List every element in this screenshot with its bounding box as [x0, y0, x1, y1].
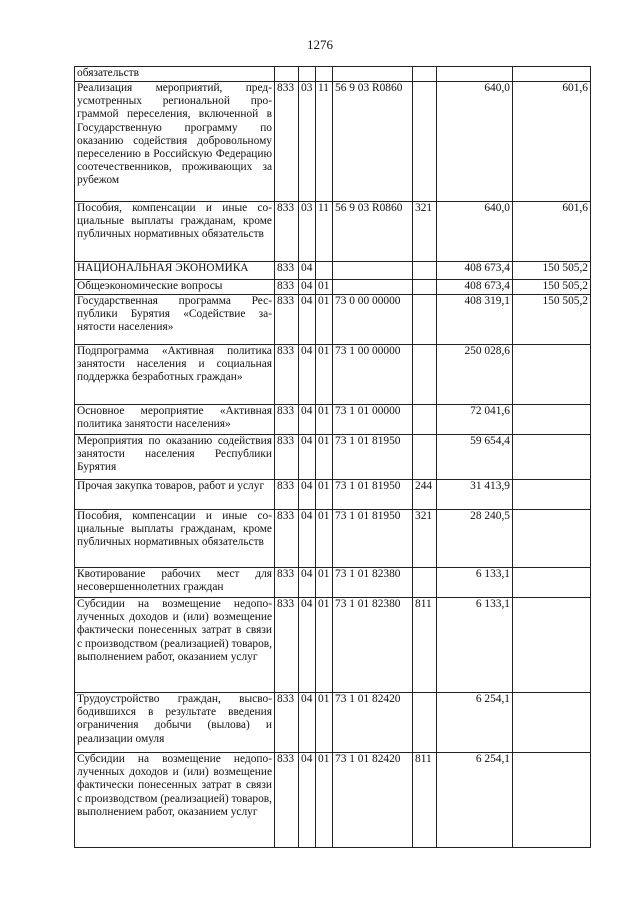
- row-target-code: [333, 67, 413, 82]
- row-section-code: 04: [299, 598, 316, 693]
- row-section-code: 04: [299, 510, 316, 568]
- table-row: [75, 67, 591, 82]
- row-name: НАЦИОНАЛЬНАЯ ЭКОНОМИКА: [75, 262, 275, 280]
- row-expense-type: 321: [413, 510, 437, 568]
- row-expense-type: [413, 82, 437, 202]
- row-name: Субсидии на возмещение недополученных доходов и (или) возмещение фактически понесенных затрат в связи с производством (реализацией) товаров, выполнением работ, оказанием услуг: [75, 753, 275, 848]
- row-subsection-code: 11: [316, 202, 333, 262]
- table-row: [75, 480, 591, 510]
- row-expense-type: [413, 435, 437, 480]
- table-row: [75, 82, 591, 202]
- row-amount-2: [513, 345, 591, 405]
- row-admin-code: 833: [275, 295, 299, 345]
- row-amount-2: 601,6: [513, 202, 591, 262]
- row-section-code: 04: [299, 295, 316, 345]
- row-amount-1: 640,0: [437, 202, 513, 262]
- row-expense-type: [413, 280, 437, 295]
- row-amount-1: 6 133,1: [437, 568, 513, 598]
- row-target-code: 73 1 01 82380: [333, 568, 413, 598]
- table-row: [75, 510, 591, 568]
- row-subsection-code: 01: [316, 693, 333, 753]
- row-amount-2: [513, 753, 591, 848]
- row-amount-1: 408 673,4: [437, 262, 513, 280]
- row-subsection-code: [316, 262, 333, 280]
- row-subsection-code: 01: [316, 405, 333, 435]
- row-name: Мероприятия по оказанию содействия занятости населения Республики Бурятия: [75, 435, 275, 480]
- row-expense-type: [413, 568, 437, 598]
- row-amount-1: 250 028,6: [437, 345, 513, 405]
- row-expense-type: [413, 405, 437, 435]
- row-amount-2: 150 505,2: [513, 295, 591, 345]
- row-target-code: 73 1 01 81950: [333, 435, 413, 480]
- row-amount-2: 150 505,2: [513, 280, 591, 295]
- row-admin-code: 833: [275, 82, 299, 202]
- row-name: Пособия, компенсации и иные социальные выплаты гражданам, кроме публичных нормативных обязательств: [75, 202, 275, 262]
- row-name: Пособия, компенсации и иные социальные выплаты гражданам, кроме публичных нормативных обязательств: [75, 510, 275, 568]
- row-amount-1: 72 041,6: [437, 405, 513, 435]
- row-subsection-code: 01: [316, 480, 333, 510]
- budget-table: [74, 66, 591, 848]
- row-admin-code: 833: [275, 280, 299, 295]
- row-target-code: 56 9 03 R0860: [333, 202, 413, 262]
- row-subsection-code: 01: [316, 510, 333, 568]
- row-admin-code: 833: [275, 753, 299, 848]
- row-section-code: 04: [299, 693, 316, 753]
- row-expense-type: [413, 295, 437, 345]
- row-target-code: [333, 280, 413, 295]
- row-target-code: 73 1 01 81950: [333, 510, 413, 568]
- row-amount-2: [513, 510, 591, 568]
- table-row: [75, 568, 591, 598]
- row-amount-1: 59 654,4: [437, 435, 513, 480]
- table-row: [75, 280, 591, 295]
- table-row: [75, 202, 591, 262]
- row-amount-1: 408 673,4: [437, 280, 513, 295]
- table-row: [75, 295, 591, 345]
- row-subsection-code: 01: [316, 568, 333, 598]
- row-section-code: 04: [299, 262, 316, 280]
- table-row: [75, 693, 591, 753]
- row-admin-code: 833: [275, 202, 299, 262]
- row-admin-code: [275, 67, 299, 82]
- row-amount-2: [513, 480, 591, 510]
- row-expense-type: [413, 345, 437, 405]
- row-admin-code: 833: [275, 510, 299, 568]
- row-name: Подпрограмма «Активная политика занятости населения и социальная поддержка безработных граждан»: [75, 345, 275, 405]
- row-subsection-code: 01: [316, 345, 333, 405]
- row-subsection-code: 01: [316, 280, 333, 295]
- row-amount-1: [437, 67, 513, 82]
- row-admin-code: 833: [275, 262, 299, 280]
- row-subsection-code: 01: [316, 435, 333, 480]
- row-name: Квотирование рабочих мест для несовершеннолетних граждан: [75, 568, 275, 598]
- table-row: [75, 262, 591, 280]
- row-amount-1: 6 133,1: [437, 598, 513, 693]
- row-section-code: 04: [299, 345, 316, 405]
- row-section-code: 04: [299, 568, 316, 598]
- row-subsection-code: 01: [316, 295, 333, 345]
- row-amount-2: [513, 405, 591, 435]
- row-admin-code: 833: [275, 480, 299, 510]
- row-admin-code: 833: [275, 435, 299, 480]
- row-admin-code: 833: [275, 568, 299, 598]
- row-name: Основное мероприятие «Активная политика занятости населения»: [75, 405, 275, 435]
- row-name: Общеэкономические вопросы: [75, 280, 275, 295]
- row-name: обязательств: [75, 67, 275, 82]
- row-section-code: 04: [299, 480, 316, 510]
- row-section-code: 04: [299, 753, 316, 848]
- row-amount-2: [513, 693, 591, 753]
- row-amount-1: 31 413,9: [437, 480, 513, 510]
- row-amount-1: 640,0: [437, 82, 513, 202]
- row-expense-type: [413, 262, 437, 280]
- table-row: [75, 753, 591, 848]
- row-name: Прочая закупка товаров, работ и услуг: [75, 480, 275, 510]
- row-name: Субсидии на возмещение недополученных доходов и (или) возмещение фактически понесенных затрат в связи с производством (реализацией) товаров, выполнением работ, оказанием услуг: [75, 598, 275, 693]
- row-section-code: [299, 67, 316, 82]
- row-amount-2: [513, 598, 591, 693]
- row-target-code: 73 1 01 82380: [333, 598, 413, 693]
- row-subsection-code: 01: [316, 598, 333, 693]
- row-expense-type: [413, 693, 437, 753]
- row-target-code: 73 1 00 00000: [333, 345, 413, 405]
- row-target-code: 73 1 01 82420: [333, 753, 413, 848]
- row-name: Реализация мероприятий, предусмотренных региональной программой переселения, включенной в Государственную программу по оказанию содействия добровольному переселению в Российскую Федерацию соотечественников, проживающих за рубежом: [75, 82, 275, 202]
- row-target-code: 73 0 00 00000: [333, 295, 413, 345]
- row-section-code: 04: [299, 405, 316, 435]
- row-section-code: 04: [299, 435, 316, 480]
- row-amount-2: [513, 67, 591, 82]
- row-amount-1: 408 319,1: [437, 295, 513, 345]
- row-target-code: 73 1 01 82420: [333, 693, 413, 753]
- table-row: [75, 405, 591, 435]
- row-target-code: 73 1 01 00000: [333, 405, 413, 435]
- row-amount-1: 6 254,1: [437, 753, 513, 848]
- row-admin-code: 833: [275, 405, 299, 435]
- table-row: [75, 598, 591, 693]
- row-admin-code: 833: [275, 693, 299, 753]
- row-section-code: 04: [299, 280, 316, 295]
- row-section-code: 03: [299, 82, 316, 202]
- row-subsection-code: 01: [316, 753, 333, 848]
- row-expense-type: 244: [413, 480, 437, 510]
- row-amount-1: 28 240,5: [437, 510, 513, 568]
- row-section-code: 03: [299, 202, 316, 262]
- row-name: Государственная программа Республики Бурятия «Содействие занятости населения»: [75, 295, 275, 345]
- row-admin-code: 833: [275, 345, 299, 405]
- table-row: [75, 435, 591, 480]
- row-admin-code: 833: [275, 598, 299, 693]
- row-subsection-code: 11: [316, 82, 333, 202]
- row-target-code: 56 9 03 R0860: [333, 82, 413, 202]
- row-amount-2: 601,6: [513, 82, 591, 202]
- row-target-code: 73 1 01 81950: [333, 480, 413, 510]
- row-expense-type: 321: [413, 202, 437, 262]
- row-amount-1: 6 254,1: [437, 693, 513, 753]
- row-amount-2: [513, 568, 591, 598]
- table-row: [75, 345, 591, 405]
- row-name: Трудоустройство граждан, высвободившихся в результате введения ограничения добычи (вылова) и реализации омуля: [75, 693, 275, 753]
- row-target-code: [333, 262, 413, 280]
- row-amount-2: [513, 435, 591, 480]
- row-expense-type: 811: [413, 598, 437, 693]
- row-expense-type: 811: [413, 753, 437, 848]
- row-subsection-code: [316, 67, 333, 82]
- row-expense-type: [413, 67, 437, 82]
- page-number: 1276: [307, 37, 333, 52]
- row-amount-2: 150 505,2: [513, 262, 591, 280]
